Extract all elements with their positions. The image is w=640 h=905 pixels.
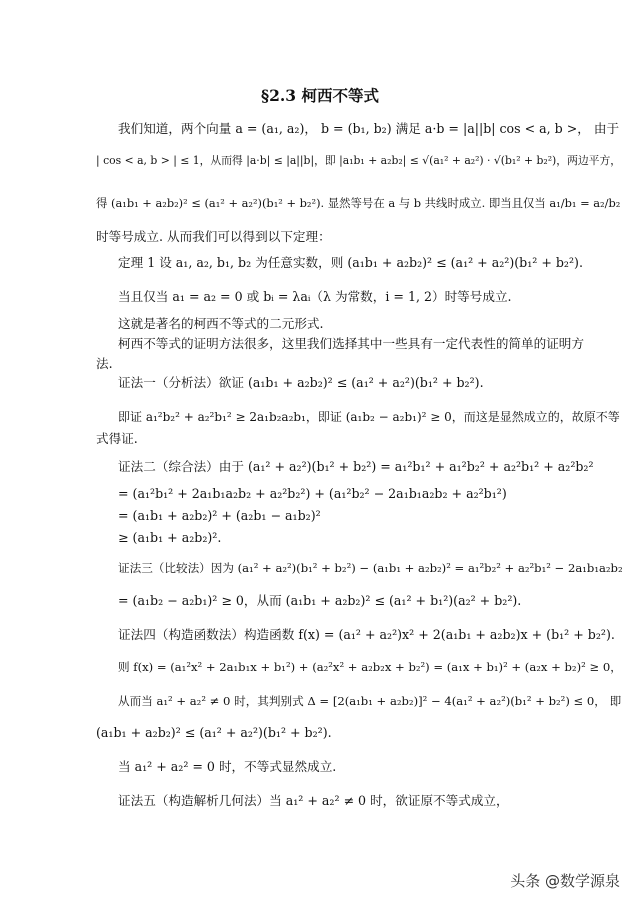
text-line: 时等号成立. 从而我们可以得到以下定理： [96, 229, 331, 244]
proof-line: 证法五（构造解析几何法）当 a₁² + a₂² ≠ 0 时，欲证原不等式成立， [118, 793, 509, 808]
text-line: 这就是著名的柯西不等式的二元形式. [118, 316, 324, 331]
proof-line: 证法一（分析法）欲证 (a₁b₁ + a₂b₂)² ≤ (a₁² + a₂²)(b₁² + b₂²). [118, 375, 484, 390]
proof-line: 证法四（构造函数法）构造函数 f(x) = (a₁² + a₂²)x² + 2(a₁b₁ + a₂b₂)x + (b₁² + b₂²). [118, 627, 615, 642]
section-title: §2.3 柯西不等式 [261, 86, 379, 105]
watermark: 头条 @数学源泉 [510, 872, 620, 890]
text-line: 得 (a₁b₁ + a₂b₂)² ≤ (a₁² + a₂²)(b₁² + b₂²). 显然等号在 a 与 b 共线时成立. 即当且仅当 a₁/b₁ = a₂/b₂ [96, 196, 621, 210]
proof-line: = (a₁b₂ − a₂b₁)² ≥ 0，从而 (a₁b₁ + a₂b₂)² ≤ (a₁² + b₁²)(a₂² + b₂²). [118, 593, 522, 608]
text-line: | cos < a, b > | ≤ 1，从而得 |a·b| ≤ |a||b|，即 |a₁b₁ + a₂b₂| ≤ √(a₁² + a₂²) · √(b₁² + b₂²)，两边平方， [96, 154, 622, 167]
text-line: 我们知道，两个向量 a = (a₁, a₂)， b = (b₁, b₂) 满足 a·b = |a||b| cos < a, b >， 由于 [118, 121, 620, 136]
text-line: 法. [96, 356, 113, 371]
proof-line: (a₁b₁ + a₂b₂)² ≤ (a₁² + a₂²)(b₁² + b₂²). [96, 725, 332, 740]
proof-line: 当 a₁² + a₂² = 0 时，不等式显然成立. [118, 759, 337, 774]
proof-line: 则 f(x) = (a₁²x² + 2a₁b₁x + b₁²) + (a₂²x² + a₂b₂x + b₂²) = (a₁x + b₁)² + (a₂x + b₂)² ≥ 0， [118, 660, 622, 674]
proof-line: = (a₁²b₁² + 2a₁b₁a₂b₂ + a₂²b₂²) + (a₁²b₂² − 2a₁b₁a₂b₂ + a₂²b₁²) [118, 486, 507, 501]
text-line: 当且仅当 a₁ = a₂ = 0 或 bᵢ = λaᵢ（λ 为常数，i = 1, 2）时等号成立. [118, 289, 512, 304]
proof-line: 证法二（综合法）由于 (a₁² + a₂²)(b₁² + b₂²) = a₁²b₁² + a₁²b₂² + a₂²b₁² + a₂²b₂² [118, 459, 594, 474]
theorem-statement: 定理 1 设 a₁, a₂, b₁, b₂ 为任意实数，则 (a₁b₁ + a₂b₂)² ≤ (a₁² + a₂²)(b₁² + b₂²). [118, 255, 583, 270]
proof-line: = (a₁b₁ + a₂b₂)² + (a₂b₁ − a₁b₂)² [118, 508, 321, 523]
proof-line: ≥ (a₁b₁ + a₂b₂)². [118, 530, 222, 545]
proof-line: 证法三（比较法）因为 (a₁² + a₂²)(b₁² + b₂²) − (a₁b₁ + a₂b₂)² = a₁²b₂² + a₂²b₁² − 2a₁b₁a₂b₂ [118, 561, 623, 575]
text-line: 柯西不等式的证明方法很多，这里我们选择其中一些具有一定代表性的简单的证明方 [118, 336, 584, 351]
proof-line: 即证 a₁²b₂² + a₂²b₁² ≥ 2a₁b₂a₂b₁，即证 (a₁b₂ − a₂b₁)² ≥ 0，而这是显然成立的，故原不等 [118, 410, 620, 424]
proof-line: 式得证. [96, 431, 138, 446]
proof-line: 从而当 a₁² + a₂² ≠ 0 时，其判别式 Δ = [2(a₁b₁ + a₂b₂)]² − 4(a₁² + a₂²)(b₁² + b₂²) ≤ 0， 即 [118, 694, 622, 708]
